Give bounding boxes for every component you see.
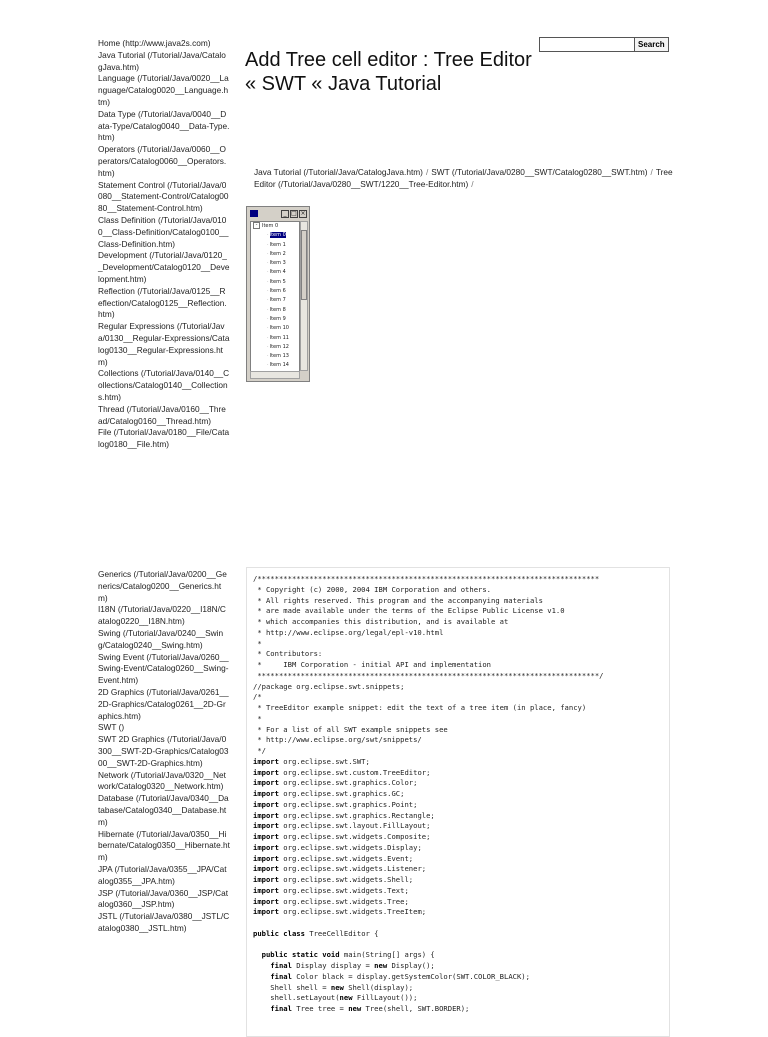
tree-item-label: Item 11 [269, 334, 289, 341]
sidebar-link[interactable]: Reflection (/Tutorial/Java/0125__Reflection/Catalog0125__Reflection.htm) [98, 285, 227, 320]
tree-item-label: Item 13 [269, 353, 289, 360]
sidebar-link[interactable]: Collections (/Tutorial/Java/0140__Collections/Catalog0140__Collections.htm) [98, 368, 230, 402]
tree-item[interactable] [251, 315, 299, 324]
minimize-icon: _ [281, 210, 289, 218]
sidebar-link[interactable]: JSP (/Tutorial/Java/0360__JSP/Catalog0360__JSP.htm) [98, 887, 229, 910]
tree-item[interactable] [251, 306, 299, 315]
tree-item[interactable] [251, 343, 299, 352]
sidebar-link[interactable]: Thread (/Tutorial/Java/0160__Thread/Catalog0160__Thread.htm) [98, 403, 226, 426]
tree-branch-line-icon: · [267, 353, 269, 360]
close-icon: × [300, 209, 306, 217]
maximize-icon: □ [291, 209, 297, 217]
tree-branch-line-icon: · [267, 278, 269, 285]
sidebar-link[interactable]: 2D Graphics (/Tutorial/Java/0261__2D-Graphics/Catalog0261__2D-Graphics.htm) [98, 686, 229, 721]
sidebar-link[interactable]: Regular Expressions (/Tutorial/Java/0130__Regular-Expressions/Catalog0130__Regular-Expressions.htm) [98, 321, 230, 367]
tree-expand-icon[interactable]: - [253, 222, 260, 229]
swt-tree [250, 221, 300, 379]
tree-item-label: Item 12 [269, 343, 289, 350]
tree-item-label: Item 0 [262, 223, 279, 229]
tree-item-label: Item 14 [269, 362, 289, 369]
breadcrumb [254, 166, 674, 190]
tree-item[interactable] [251, 259, 299, 268]
tree-branch-line-icon: · [267, 362, 269, 369]
tree-branch-line-icon: · [267, 334, 269, 341]
tree-item[interactable] [251, 361, 299, 370]
tree-item-label: Item 5 [269, 278, 286, 285]
tree-vertical-scrollbar [300, 221, 308, 371]
sidebar-link[interactable]: Operators (/Tutorial/Java/0060__Operators/Catalog0060__Operators.htm) [98, 144, 227, 178]
sidebar-link[interactable]: SWT 2D Graphics (/Tutorial/Java/0300__SWT-2D-Graphics/Catalog0300__SWT-2D-Graphics.htm) [98, 734, 229, 768]
page-title: Add Tree cell editor : Tree Editor « SWT « Java Tutorial [245, 49, 532, 95]
sidebar-link[interactable]: Development (/Tutorial/Java/0120__Development/Catalog0120__Development.htm) [98, 250, 230, 284]
tree-item-label: Item 8 [269, 306, 286, 313]
tree-branch-line-icon: · [267, 343, 269, 350]
tree-branch-line-icon: · [267, 297, 269, 304]
tree-item[interactable] [251, 241, 299, 250]
sidebar-link[interactable]: Java Tutorial (/Tutorial/Java/CatalogJava.htm) [98, 49, 226, 72]
tree-item-label: Item 3 [269, 260, 286, 267]
tree-item-label: Item 10 [269, 325, 289, 332]
breadcrumb-link[interactable]: Tree Editor (/Tutorial/Java/0280__SWT/1220__Tree-Editor.htm) [254, 167, 673, 189]
code-listing: /******************************************************************************* * Copyright (c) 2000, 2004 IBM Corporation and others. * All rights reserved. This program and the accompanying materials * are made available under the terms of the Eclipse Public License v1.0 * which accompanies this distribution, and is available at * http://www.eclipse.org/legal/epl-v10.html * * Contributors: * IBM Corporation - initial API and implementation *******************************************************************************/ //package org.eclipse.swt.snippets; /* * TreeEditor example snippet: edit the text of a tree item (in place, fancy) * * For a list of all SWT example snippets see * http://www.eclipse.org/swt/snippets/ */ import org.eclipse.swt.SWT; import org.eclipse.swt.custom.TreeEditor; import org.eclipse.swt.graphics.Color; import org.eclipse.swt.graphics.GC; import org.eclipse.swt.graphics.Point; import org.eclipse.swt.graphics.Rectangle; import org.eclipse.swt.layout.FillLayout; import org.eclipse.swt.widgets.Composite; import org.eclipse.swt.widgets.Display; import org.eclipse.swt.widgets.Event; import org.eclipse.swt.widgets.Listener; import org.eclipse.swt.widgets.Shell; import org.eclipse.swt.widgets.Text; import org.eclipse.swt.widgets.Tree; import org.eclipse.swt.widgets.TreeItem; public class TreeCellEditor { public static void main(String[] args) { final Display display = new Display(); final Color black = display.getSystemColor(SWT.COLOR_BLACK); Shell shell = new Shell(display); shell.setLayout(new FillLayout()); final Tree tree = new Tree(shell, SWT.BORDER); [253, 574, 604, 1013]
sidebar-link[interactable]: Database (/Tutorial/Java/0340__Database/Catalog0340__Database.htm) [98, 793, 229, 827]
tree-branch-line-icon: · [267, 241, 269, 248]
tree-item[interactable] [251, 296, 299, 305]
tree-branch-line-icon: · [267, 250, 269, 257]
tree-item-label: Item 9 [269, 315, 286, 322]
sidebar-link[interactable]: Data Type (/Tutorial/Java/0040__Data-Type/Catalog0040__Data-Type.htm) [98, 108, 230, 143]
sidebar-link[interactable]: Language (/Tutorial/Java/0020__Language/Catalog0020__Language.htm) [98, 73, 229, 107]
sidebar-nav-bottom [98, 569, 230, 935]
tree-root-item[interactable] [251, 222, 299, 231]
tree-item-label: Item 1 [269, 241, 286, 248]
sidebar-link[interactable]: File (/Tutorial/Java/0180__File/Catalog0180__File.htm) [98, 427, 230, 450]
tree-branch-line-icon: · [267, 269, 269, 276]
tree-item[interactable] [251, 334, 299, 343]
swt-window-screenshot [246, 206, 310, 382]
window-app-icon [250, 210, 258, 217]
sidebar-link[interactable]: Hibernate (/Tutorial/Java/0350__Hibernate/Catalog0350__Hibernate.htm) [98, 828, 230, 863]
breadcrumb-separator: / [471, 179, 474, 189]
search-input[interactable] [539, 37, 635, 52]
tree-item[interactable] [251, 324, 299, 333]
sidebar-link[interactable]: Swing (/Tutorial/Java/0240__Swing/Catalog0240__Swing.htm) [98, 627, 224, 650]
sidebar-link[interactable]: Generics (/Tutorial/Java/0200__Generics/Catalog0200__Generics.htm) [98, 569, 227, 603]
tree-branch-line-icon: · [267, 325, 269, 332]
tree-branch-line-icon: · [267, 232, 269, 239]
tree-horizontal-scrollbar [250, 371, 300, 379]
scrollbar-thumb [301, 230, 307, 300]
tree-branch-line-icon: · [267, 288, 269, 295]
sidebar-link[interactable]: JPA (/Tutorial/Java/0355__JPA/Catalog0355__JPA.htm) [98, 863, 227, 886]
tree-item[interactable] [251, 278, 299, 287]
tree-item-label: Item 6 [269, 288, 286, 295]
tree-item[interactable] [251, 287, 299, 296]
tree-item[interactable] [251, 250, 299, 259]
tree-item[interactable] [251, 268, 299, 277]
tree-item-label: Item 7 [269, 297, 286, 304]
sidebar-link[interactable]: JSTL (/Tutorial/Java/0380__JSTL/Catalog0380__JSTL.htm) [98, 911, 230, 933]
sidebar-link[interactable]: Network (/Tutorial/Java/0320__Network/Catalog0320__Network.htm) [98, 769, 226, 792]
breadcrumb-separator: / [650, 167, 653, 177]
tree-item[interactable] [251, 352, 299, 361]
breadcrumb-separator: / [425, 167, 429, 177]
swt-titlebar [248, 208, 308, 219]
sidebar-link[interactable]: Statement Control (/Tutorial/Java/0080__Statement-Control/Catalog0080__Statement-Control.htm) [98, 179, 229, 214]
sidebar-nav-top [98, 38, 230, 451]
tree-branch-line-icon: · [267, 306, 269, 313]
sidebar-link[interactable]: SWT () [98, 722, 125, 733]
tree-branch-line-icon: · [267, 260, 269, 267]
tree-branch-line-icon: · [267, 315, 269, 322]
tree-item-label: Item 0 [269, 232, 286, 239]
sidebar-link[interactable]: Swing Event (/Tutorial/Java/0260__Swing-Event/Catalog0260__Swing-Event.htm) [98, 651, 229, 686]
breadcrumb-link[interactable]: SWT (/Tutorial/Java/0280__SWT/Catalog0280__SWT.htm) [431, 167, 648, 177]
tree-item-label: Item 4 [269, 269, 286, 276]
sidebar-link[interactable]: Home (http://www.java2s.com) [98, 38, 211, 48]
tree-item-label: Item 2 [269, 250, 286, 257]
tree-item[interactable] [251, 231, 299, 240]
code-block [246, 567, 670, 1037]
sidebar-link[interactable]: Class Definition (/Tutorial/Java/0100__Class-Definition/Catalog0100__Class-Definition.htm) [98, 214, 229, 249]
breadcrumb-link[interactable]: Java Tutorial (/Tutorial/Java/CatalogJava.htm) [254, 167, 423, 177]
search-form [539, 37, 669, 52]
sidebar-link[interactable]: I18N (/Tutorial/Java/0220__I18N/Catalog0220__I18N.htm) [98, 604, 226, 627]
search-button[interactable]: Search [635, 37, 669, 52]
